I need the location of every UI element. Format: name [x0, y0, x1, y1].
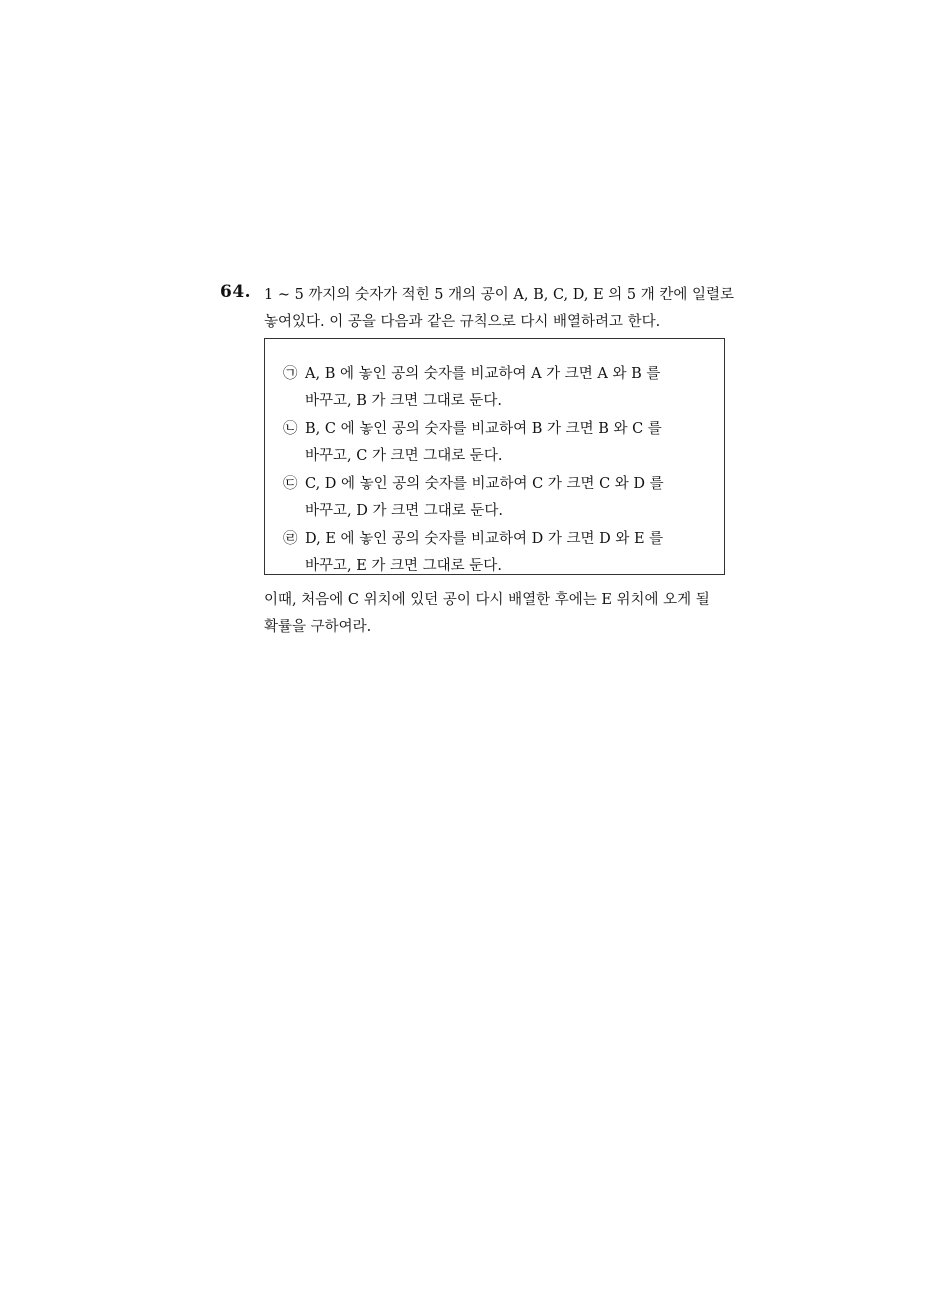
rule-text-continued: 바꾸고, E 가 크면 그대로 둔다.	[305, 558, 502, 574]
rule-text: B, C 에 놓인 공의 숫자를 비교하여 B 가 크면 B 와 C 를	[305, 421, 662, 437]
rule-text-continued: 바꾸고, B 가 크면 그대로 둔다.	[305, 393, 502, 409]
question-line: 1 ~ 5 까지의 숫자가 적힌 5 개의 공이 A, B, C, D, E 의 5 개 칸에 일렬로	[264, 287, 734, 303]
question-line: 놓여있다. 이 공을 다음과 같은 규칙으로 다시 배열하려고 한다.	[264, 314, 661, 330]
rule-text-continued: 바꾸고, D 가 크면 그대로 둔다.	[305, 503, 503, 519]
rule-text: C, D 에 놓인 공의 숫자를 비교하여 C 가 크면 C 와 D 를	[305, 476, 664, 492]
rule-marker: ㉣	[283, 531, 298, 547]
tail-line: 확률을 구하여라.	[264, 619, 372, 635]
rule-item	[283, 419, 662, 466]
problem-number: 64.	[220, 282, 252, 302]
rule-marker: ㉢	[283, 476, 298, 492]
rule-marker: ㉠	[283, 366, 298, 382]
rule-box	[264, 338, 725, 575]
rule-marker: ㉡	[283, 421, 298, 437]
rule-text-continued: 바꾸고, C 가 크면 그대로 둔다.	[305, 448, 503, 464]
tail-line: 이때, 처음에 C 위치에 있던 공이 다시 배열한 후에는 E 위치에 오게 될	[264, 592, 710, 608]
rule-item	[283, 364, 660, 411]
rule-item	[283, 474, 664, 521]
rule-item	[283, 529, 663, 576]
rule-text: A, B 에 놓인 공의 숫자를 비교하여 A 가 크면 A 와 B 를	[305, 366, 661, 382]
rule-text: D, E 에 놓인 공의 숫자를 비교하여 D 가 크면 D 와 E 를	[305, 531, 664, 547]
